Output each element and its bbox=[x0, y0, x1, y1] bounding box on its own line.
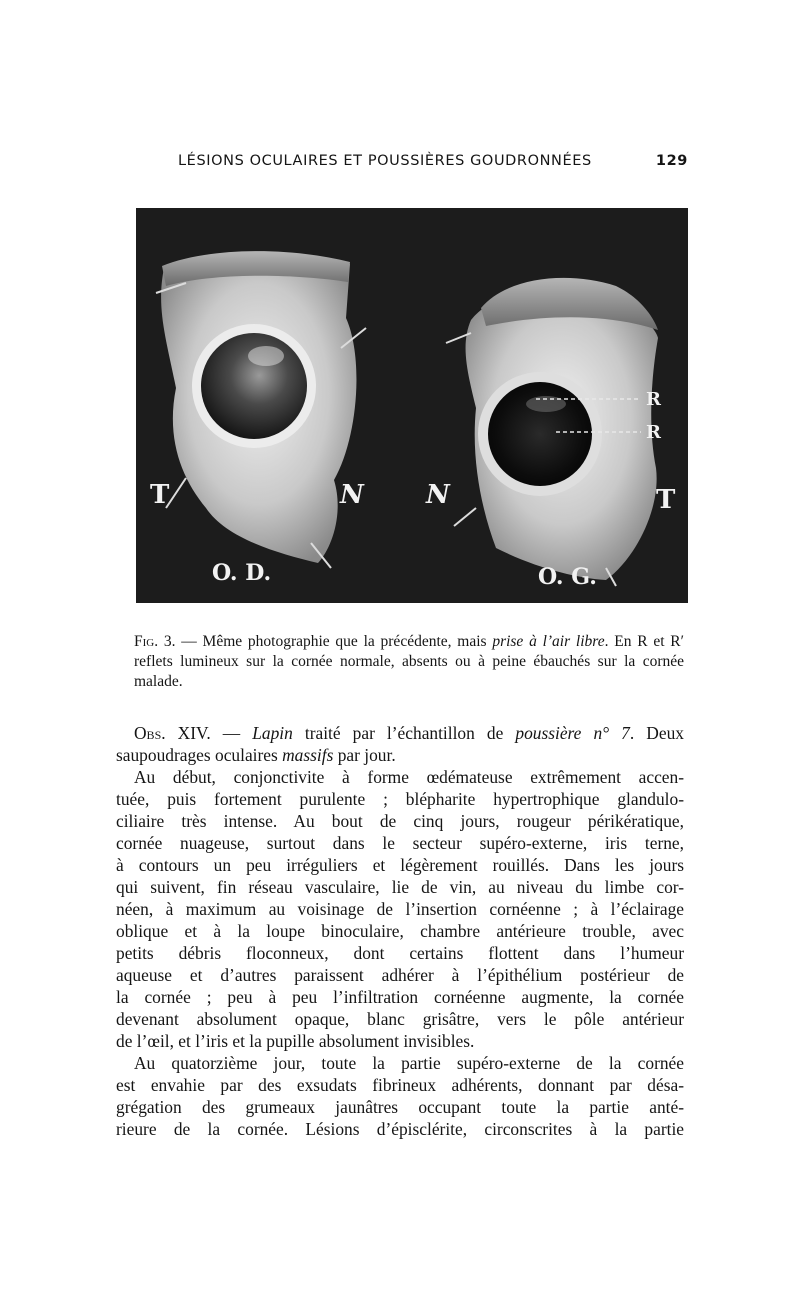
text-line: aqueuse et d’autres paraissent adhérer à l’épithélium postérieur de bbox=[116, 965, 684, 985]
text-line: est envahie par des exsudats fibrineux adhérents, donnant par désa- bbox=[116, 1075, 684, 1095]
figure-caption bbox=[134, 632, 684, 692]
obs-l2-end: par jour. bbox=[333, 745, 396, 765]
obs-heading-line bbox=[116, 722, 684, 744]
caption-text-1: Même photographie que la précédente, mais bbox=[202, 633, 493, 650]
label-left-nasal: N bbox=[340, 480, 364, 510]
text-line: tuée, puis fortement purulente ; blépharite hypertrophique glandulo- bbox=[116, 789, 684, 809]
caption-dash: — bbox=[175, 633, 203, 650]
text-line: grégation des grumeaux jaunâtres occupant toute la partie anté- bbox=[116, 1097, 684, 1117]
caption-fig-label: Fig. 3. bbox=[134, 633, 176, 650]
rabbit-eyes-photo bbox=[136, 208, 688, 603]
label-right-nasal: N bbox=[426, 480, 450, 510]
obs-massifs: massifs bbox=[282, 745, 334, 765]
obs-lapin: Lapin bbox=[252, 723, 293, 743]
text-line: qui suivent, fin réseau vasculaire, lie de vin, au niveau du limbe cor- bbox=[116, 877, 684, 897]
text-line: à contours un peu irréguliers et légèrement rouillés. Dans les jours bbox=[116, 855, 684, 875]
label-reflex-2: R bbox=[646, 422, 661, 443]
text-line: néen, à maximum au voisinage de l’insertion cornéenne ; à l’éclairage bbox=[116, 899, 684, 919]
text-line: oblique et à la loupe binoculaire, chambre antérieure trouble, avec bbox=[116, 921, 684, 941]
text-line: petits débris floconneux, dont certains flottent dans l’humeur bbox=[116, 943, 684, 963]
text-line: rieure de la cornée. Lésions d’épisclérite, circonscrites à la partie bbox=[116, 1119, 684, 1139]
text-line: devenant absolument opaque, blanc grisâtre, vers le pôle antérieur bbox=[116, 1009, 684, 1029]
body-text bbox=[116, 722, 684, 1140]
text-line: Au début, conjonctivite à forme œdémateuse extrêmement accen- bbox=[134, 767, 684, 787]
text-line: Au quatorzième jour, toute la partie supéro-externe de la cornée bbox=[134, 1053, 684, 1073]
text-line: de l’œil, et l’iris et la pupille absolument invisibles. bbox=[116, 1031, 475, 1051]
obs-mid: traité par l’échantillon de bbox=[292, 723, 516, 743]
label-left-eye: O. D. bbox=[212, 560, 272, 586]
label-reflex-1: R bbox=[646, 389, 661, 410]
caption-italic: prise à l’air libre bbox=[492, 633, 605, 650]
text-line: cornée nuageuse, surtout dans le secteur supéro-externe, iris terne, bbox=[116, 833, 684, 853]
label-left-temporal: T bbox=[150, 480, 170, 510]
figure-photograph bbox=[136, 208, 688, 603]
obs-poussiere: poussière n° 7 bbox=[515, 723, 630, 743]
text-line: ciliaire très intense. Au bout de cinq jours, rougeur périkératique, bbox=[116, 811, 684, 831]
obs-label: Obs. XIV. bbox=[134, 723, 211, 743]
running-title: LÉSIONS OCULAIRES ET POUSSIÈRES GOUDRONNÉES bbox=[178, 153, 592, 169]
label-right-temporal: T bbox=[656, 485, 676, 515]
obs-end: . Deux bbox=[629, 723, 684, 743]
label-right-eye: O. G. bbox=[538, 564, 597, 590]
obs-dash: — bbox=[210, 723, 253, 743]
page-number: 129 bbox=[655, 153, 688, 169]
text-line: la cornée ; peu à peu l’infiltration cornéenne augmente, la cornée bbox=[116, 987, 684, 1007]
obs-second-line bbox=[116, 744, 684, 766]
caption-text-2: . En R et R′ reflets lumineux sur la cornée normale, absents ou à peine ébauchés sur la cornée malade. bbox=[134, 633, 684, 690]
running-head bbox=[178, 150, 688, 176]
obs-l2-start: saupoudrages oculaires bbox=[116, 745, 283, 765]
